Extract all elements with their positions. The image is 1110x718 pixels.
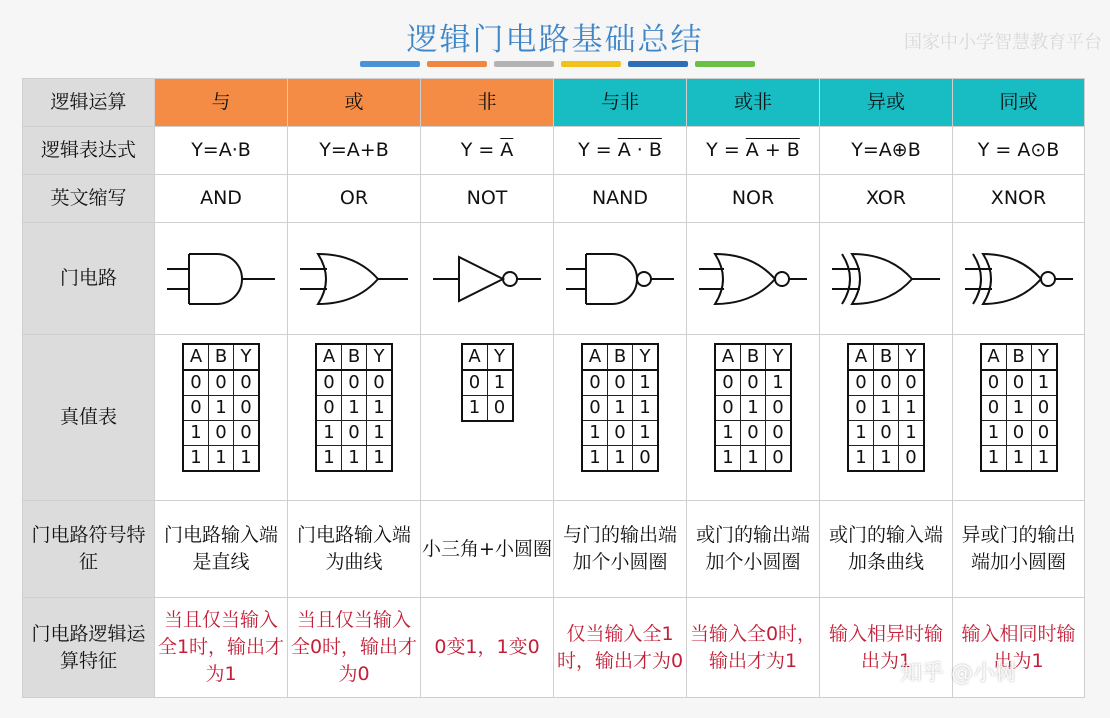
truth-value-cell: 1 (183, 446, 209, 472)
truth-value-cell: 1 (899, 421, 925, 446)
logic-feature-cell: 0变1，1变0 (421, 598, 554, 698)
truth-value-cell: 1 (981, 421, 1007, 446)
abbr-cell: OR (288, 175, 421, 223)
truth-row (715, 370, 791, 396)
truth-value-cell: 1 (981, 446, 1007, 472)
row-symbol-feature (23, 501, 1085, 598)
truth-value-cell: 0 (183, 396, 209, 421)
truth-header-cell: B (741, 344, 766, 370)
truth-value-cell: 1 (342, 446, 367, 472)
truth-header-cell: Y (487, 344, 513, 370)
truth-value-cell: 1 (608, 446, 633, 472)
expression-cell (155, 127, 288, 175)
truth-value-cell: 1 (1031, 370, 1057, 396)
truth-value-cell: 1 (848, 446, 874, 472)
or-gate-icon (298, 249, 410, 309)
op-header: 与 (155, 79, 288, 127)
truth-row (582, 370, 658, 396)
gate-cell (288, 223, 421, 335)
abbr-cell: AND (155, 175, 288, 223)
truth-value-cell: 1 (715, 446, 741, 472)
row-label-operation: 逻辑运算 (23, 79, 155, 127)
truth-header-row (715, 344, 791, 370)
expression-text: Y=A·B (191, 139, 251, 162)
truth-row (981, 446, 1057, 472)
truth-value-cell: 1 (462, 396, 488, 422)
truth-header-cell: A (316, 344, 342, 370)
truth-value-cell: 0 (316, 396, 342, 421)
truth-value-cell: 0 (1031, 396, 1057, 421)
truth-row (981, 370, 1057, 396)
truth-row (316, 370, 392, 396)
truth-value-cell: 0 (1006, 421, 1031, 446)
truth-row (316, 446, 392, 472)
truth-header-cell: B (608, 344, 633, 370)
row-expression (23, 127, 1085, 175)
truth-table (714, 343, 792, 472)
truth-value-cell: 1 (234, 446, 260, 472)
truth-value-cell: 0 (741, 370, 766, 396)
row-label-gate: 门电路 (23, 223, 155, 335)
truth-header-cell: Y (234, 344, 260, 370)
truth-row (715, 446, 791, 472)
truth-header-cell: Y (633, 344, 659, 370)
truth-value-cell: 0 (848, 370, 874, 396)
logic-feature-cell: 当且仅当输入全1时，输出才为1 (155, 598, 288, 698)
truth-value-cell: 0 (582, 396, 608, 421)
watermark-bottom: 知乎 @小树 (900, 661, 1017, 686)
truth-value-cell: 1 (209, 446, 234, 472)
truth-value-cell: 1 (367, 446, 393, 472)
logic-feature-cell: 当且仅当输入全0时，输出才为0 (288, 598, 421, 698)
truth-value-cell: 0 (316, 370, 342, 396)
truth-header-row (183, 344, 259, 370)
truth-value-cell: 0 (462, 370, 488, 396)
not-gate-icon (431, 249, 543, 309)
truth-row (462, 370, 513, 396)
truth-table (315, 343, 393, 472)
truth-header-row (316, 344, 392, 370)
op-header: 与非 (554, 79, 687, 127)
row-abbreviation (23, 175, 1085, 223)
truth-value-cell: 0 (209, 370, 234, 396)
truth-row (715, 396, 791, 421)
truth-value-cell: 0 (633, 446, 659, 472)
row-label-symbol: 门电路符号特征 (23, 501, 155, 598)
truth-value-cell: 0 (487, 396, 513, 422)
truth-header-cell: A (462, 344, 488, 370)
truth-value-cell: 0 (608, 370, 633, 396)
and-gate-icon (165, 249, 277, 309)
truth-header-row (462, 344, 513, 370)
expression-overline: $\overline{A}$ (500, 139, 514, 162)
expression-cell (288, 127, 421, 175)
expression-cell (554, 127, 687, 175)
truth-header-cell: A (715, 344, 741, 370)
truth-value-cell: 0 (899, 370, 925, 396)
truth-value-cell: 1 (1006, 446, 1031, 472)
truth-row (183, 396, 259, 421)
gate-cell (155, 223, 288, 335)
title-bar (561, 61, 621, 67)
truth-table (847, 343, 925, 472)
gate-cell (554, 223, 687, 335)
truth-value-cell: 0 (367, 370, 393, 396)
truth-header-row (981, 344, 1057, 370)
truth-header-cell: B (1006, 344, 1031, 370)
truth-table (182, 343, 260, 472)
abbr-cell: NAND (554, 175, 687, 223)
truth-cell (155, 335, 288, 501)
truth-row (582, 396, 658, 421)
truth-row (981, 396, 1057, 421)
truth-cell (554, 335, 687, 501)
truth-header-cell: Y (899, 344, 925, 370)
truth-value-cell: 1 (342, 396, 367, 421)
truth-value-cell: 0 (1006, 370, 1031, 396)
truth-value-cell: 0 (899, 446, 925, 472)
watermark-top: 国家中小学智慧教育平台 (904, 32, 1102, 53)
expression-text: Y = (706, 139, 746, 162)
truth-value-cell: 1 (874, 396, 899, 421)
truth-value-cell: 1 (633, 396, 659, 421)
truth-value-cell: 1 (766, 370, 792, 396)
op-header: 或 (288, 79, 421, 127)
truth-value-cell: 0 (1031, 421, 1057, 446)
truth-cell (687, 335, 820, 501)
truth-header-cell: Y (766, 344, 792, 370)
expression-cell (421, 127, 554, 175)
truth-row (316, 421, 392, 446)
title-bar (628, 61, 688, 67)
symbol-feature-cell: 异或门的输出端加小圆圈 (953, 501, 1085, 598)
truth-header-cell: Y (1031, 344, 1057, 370)
symbol-feature-cell: 小三角+小圆圈 (421, 501, 554, 598)
truth-value-cell: 1 (874, 446, 899, 472)
gate-cell (687, 223, 820, 335)
truth-row (848, 370, 924, 396)
truth-value-cell: 1 (367, 396, 393, 421)
truth-value-cell: 0 (766, 421, 792, 446)
truth-value-cell: 1 (715, 421, 741, 446)
truth-value-cell: 1 (209, 396, 234, 421)
truth-row (848, 446, 924, 472)
title-bar (494, 61, 554, 67)
title-bar (360, 61, 420, 67)
truth-value-cell: 0 (234, 421, 260, 446)
truth-value-cell: 1 (487, 370, 513, 396)
row-label-abbreviation: 英文缩写 (23, 175, 155, 223)
title-bar (695, 61, 755, 67)
truth-value-cell: 1 (316, 446, 342, 472)
expression-overline: A · B (617, 139, 662, 162)
symbol-feature-cell: 门电路输入端是直线 (155, 501, 288, 598)
truth-value-cell: 0 (766, 446, 792, 472)
truth-value-cell: 0 (608, 421, 633, 446)
truth-header-cell: A (848, 344, 874, 370)
truth-table (581, 343, 659, 472)
truth-value-cell: 0 (183, 370, 209, 396)
truth-value-cell: 0 (234, 396, 260, 421)
truth-value-cell: 0 (209, 421, 234, 446)
abbr-cell: NOT (421, 175, 554, 223)
truth-table (461, 343, 514, 422)
truth-header-cell: A (582, 344, 608, 370)
truth-row (462, 396, 513, 422)
truth-value-cell: 1 (367, 421, 393, 446)
truth-row (981, 421, 1057, 446)
truth-value-cell: 1 (183, 421, 209, 446)
abbr-cell: XNOR (953, 175, 1085, 223)
truth-row (316, 396, 392, 421)
truth-value-cell: 0 (766, 396, 792, 421)
logic-feature-cell: 当输入全0时，输出才为1 (687, 598, 820, 698)
truth-value-cell: 1 (848, 421, 874, 446)
gate-cell (421, 223, 554, 335)
truth-header-cell: A (981, 344, 1007, 370)
truth-value-cell: 0 (741, 421, 766, 446)
truth-value-cell: 0 (342, 370, 367, 396)
truth-row (582, 446, 658, 472)
expression-cell (820, 127, 953, 175)
expression-text: Y=A⊕B (851, 139, 921, 162)
truth-row (183, 446, 259, 472)
truth-header-cell: B (209, 344, 234, 370)
truth-value-cell: 1 (582, 421, 608, 446)
truth-value-cell: 1 (316, 421, 342, 446)
symbol-feature-cell: 门电路输入端为曲线 (288, 501, 421, 598)
truth-row (183, 370, 259, 396)
abbr-cell: XOR (820, 175, 953, 223)
gate-cell (953, 223, 1085, 335)
truth-row (848, 396, 924, 421)
expression-cell (953, 127, 1085, 175)
title-underline-bars (360, 61, 760, 67)
truth-value-cell: 0 (848, 396, 874, 421)
truth-cell (421, 335, 554, 501)
truth-value-cell: 0 (715, 396, 741, 421)
truth-header-cell: B (342, 344, 367, 370)
truth-header-cell: B (874, 344, 899, 370)
op-header: 非 (421, 79, 554, 127)
truth-value-cell: 1 (741, 446, 766, 472)
symbol-feature-cell: 与门的输出端加个小圆圈 (554, 501, 687, 598)
expression-text: Y = (578, 139, 618, 162)
truth-value-cell: 1 (582, 446, 608, 472)
expression-overline: A + B (745, 139, 800, 162)
row-label-expression: 逻辑表达式 (23, 127, 155, 175)
truth-value-cell: 0 (582, 370, 608, 396)
truth-value-cell: 0 (234, 370, 260, 396)
nor-gate-icon (697, 249, 809, 309)
xor-gate-icon (830, 249, 942, 309)
truth-value-cell: 0 (715, 370, 741, 396)
row-operation (23, 79, 1085, 127)
truth-row (715, 421, 791, 446)
truth-value-cell: 1 (608, 396, 633, 421)
truth-row (848, 421, 924, 446)
expression-cell (687, 127, 820, 175)
op-header: 或非 (687, 79, 820, 127)
symbol-feature-cell: 或门的输入端加条曲线 (820, 501, 953, 598)
expression-text: Y=A+B (319, 139, 389, 162)
op-header: 同或 (953, 79, 1085, 127)
truth-row (183, 421, 259, 446)
logic-feature-cell: 输入相异时输出为1 (820, 598, 953, 698)
symbol-feature-cell: 或门的输出端加个小圆圈 (687, 501, 820, 598)
truth-value-cell: 1 (1031, 446, 1057, 472)
row-truth-table (23, 335, 1085, 501)
row-label-logic: 门电路逻辑运算特征 (23, 598, 155, 698)
title-bar (427, 61, 487, 67)
truth-header-row (848, 344, 924, 370)
truth-header-cell: A (183, 344, 209, 370)
row-label-truth: 真值表 (23, 335, 155, 501)
truth-value-cell: 0 (342, 421, 367, 446)
truth-table (980, 343, 1058, 472)
truth-value-cell: 0 (874, 421, 899, 446)
truth-cell (820, 335, 953, 501)
row-gate-symbol (23, 223, 1085, 335)
truth-value-cell: 1 (633, 421, 659, 446)
truth-value-cell: 0 (981, 396, 1007, 421)
expression-text: Y = A⊙B (977, 139, 1060, 162)
truth-value-cell: 0 (874, 370, 899, 396)
gate-cell (820, 223, 953, 335)
truth-value-cell: 1 (633, 370, 659, 396)
nand-gate-icon (564, 249, 676, 309)
logic-feature-cell: 输入相同时输出为1 (953, 598, 1085, 698)
logic-feature-cell: 仅当输入全1时，输出才为0 (554, 598, 687, 698)
truth-value-cell: 0 (981, 370, 1007, 396)
abbr-cell: NOR (687, 175, 820, 223)
truth-row (582, 421, 658, 446)
truth-value-cell: 1 (899, 396, 925, 421)
truth-cell (288, 335, 421, 501)
logic-gate-table (22, 78, 1085, 698)
op-header: 异或 (820, 79, 953, 127)
truth-header-cell: Y (367, 344, 393, 370)
truth-value-cell: 1 (741, 396, 766, 421)
expression-text: Y = (460, 139, 501, 162)
xnor-gate-icon (963, 249, 1075, 309)
truth-cell (953, 335, 1085, 501)
truth-value-cell: 1 (1006, 396, 1031, 421)
truth-header-row (582, 344, 658, 370)
page-title: 逻辑门电路基础总结 (406, 22, 704, 58)
